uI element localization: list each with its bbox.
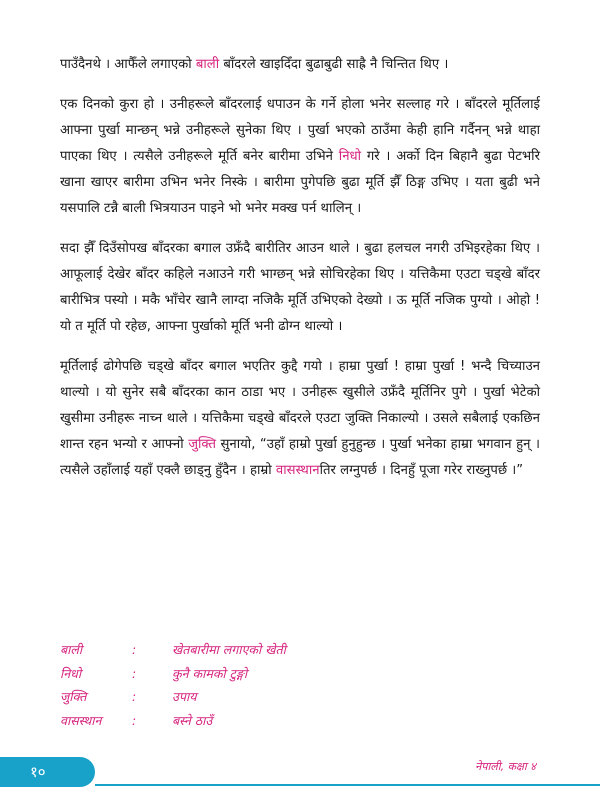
glossary-definition: बस्ने ठाउँ xyxy=(172,712,213,728)
text-segment: सुनायो, “उहाँ हाम्रो पुर्खा हुनुहुन्छ । पुर्खा भनेका हाम्रा भगवान हुन् । त्यसैले उहाँलाई यहाँ एक्लै छाड्नु हुँदैन । हाम्रो xyxy=(60,437,540,478)
text-segment: बाँदरले खाइदिँदा बुढाबुढी साह्रै नै चिन्तित थिए । xyxy=(219,57,449,72)
glossary-definition: उपाय xyxy=(172,689,197,704)
paragraph-2 xyxy=(60,92,540,222)
glossary-row xyxy=(60,662,460,686)
text-segment: एक दिनको कुरा हो । उनीहरूले बाँदरलाई धपाउन के गर्ने होला भनेर सल्लाह गरे । बाँदरले मूर्तिलाई आफ्ना पुर्खा मान्छन् भन्ने उनीहरूले सुनेका थिए । पुर्खा भएको ठाउँमा केही हानि गर्दैनन् भन्ने थाहा पाएका थिए । त्यसैले उनीहरूले मूर्ति बनेर बारीमा उभिने xyxy=(60,97,540,164)
glossary-row xyxy=(60,709,460,733)
text-segment: गरे । अर्को दिन बिहानै बुढा पेटभरि खाना खाएर बारीमा उभिन भनेर निस्के । बारीमा पुगेपछि बुढा मूर्ति झैँ ठिङ्ग उभिए । यता बुढी भने यसपालि टन्नै बाली भित्रयाउन पाइने भो भनेर मक्ख पर्न थालिन् । xyxy=(60,149,540,216)
glossary-term: जुक्ति xyxy=(60,689,87,704)
glossary-term: बाली xyxy=(60,642,83,657)
footer-divider xyxy=(95,784,600,786)
glossary-colon: : xyxy=(132,712,137,728)
paragraph-1 xyxy=(60,52,540,78)
glossary-term: निधो xyxy=(60,665,82,681)
glossary-definition: कुनै कामको टुङ्गो xyxy=(172,665,248,681)
glossary-colon: : xyxy=(132,665,137,681)
glossary-colon: : xyxy=(132,642,137,657)
text-segment: सदा झैँ दिउँसोपख बाँदरका बगाल उफ्रँदै बारीतिर आउन थाले । बुढा हलचल नगरी उभिइरहेका थिए । आफूलाई देखेर बाँदर कहिले नआउने गरी भाग्छन् भन्ने सोचिरहेका थिए । यत्तिकैमा एउटा चड्खे बाँदर बारीभित्र पस्यो । मकै भाँचेर खानै लाग्दा नजिकै मूर्ति उभिएको देख्यो । ऊ मूर्ति नजिक पुग्यो । ओहो ! यो त मूर्ति पो रहेछ, आफ्ना पुर्खाको मूर्ति भनी ढोग्न थाल्यो । xyxy=(60,241,540,334)
text-segment: पाउँदैनथे । आफैँले लगाएको xyxy=(60,57,196,72)
glossary xyxy=(60,638,460,732)
glossary-word-wasasthan: वासस्थान xyxy=(275,463,320,478)
book-title: नेपाली, कक्षा ४ xyxy=(475,760,536,773)
page-number: १० xyxy=(30,763,46,781)
glossary-term: वासस्थान xyxy=(60,712,102,728)
text-segment: जुक्ति xyxy=(344,411,373,426)
text-segment: निकाल्यो । उसले सबैलाई एकछिन शान्त रहन भन्यो र आफ्नो xyxy=(60,411,540,452)
glossary-word-jukti: जुक्ति xyxy=(188,437,216,452)
story-body xyxy=(60,52,540,498)
text-segment: मूर्तिलाई ढोगेपछि चड्खे बाँदर बगाल भएतिर कुद्दै गयो । हाम्रा पुर्खा ! हाम्रा पुर्खा ! भन्दै चिच्याउन थाल्यो । यो सुनेर सबै बाँदरका कान ठाडा भए । उनीहरू खुसीले उफ्रँदै मूर्तिनिर पुगे । पुर्खा भेटेको खुसीमा उनीहरू नाच्न थाले । यत्तिकैमा चड्खे बाँदरले एउटा xyxy=(60,359,540,426)
glossary-row xyxy=(60,685,460,709)
glossary-word-bali: बाली xyxy=(195,57,220,72)
paragraph-4 xyxy=(60,354,540,484)
page-number-tab xyxy=(0,757,95,787)
paragraph-3 xyxy=(60,236,540,340)
text-segment: तिर लग्नुपर्छ । दिनहुँ पूजा गरेर राख्नुपर्छ ।” xyxy=(319,463,524,478)
glossary-definition: खेतबारीमा लगाएको खेती xyxy=(172,642,286,657)
glossary-row xyxy=(60,638,460,662)
glossary-colon: : xyxy=(132,689,137,704)
glossary-word-nidho: निधो xyxy=(338,149,362,164)
